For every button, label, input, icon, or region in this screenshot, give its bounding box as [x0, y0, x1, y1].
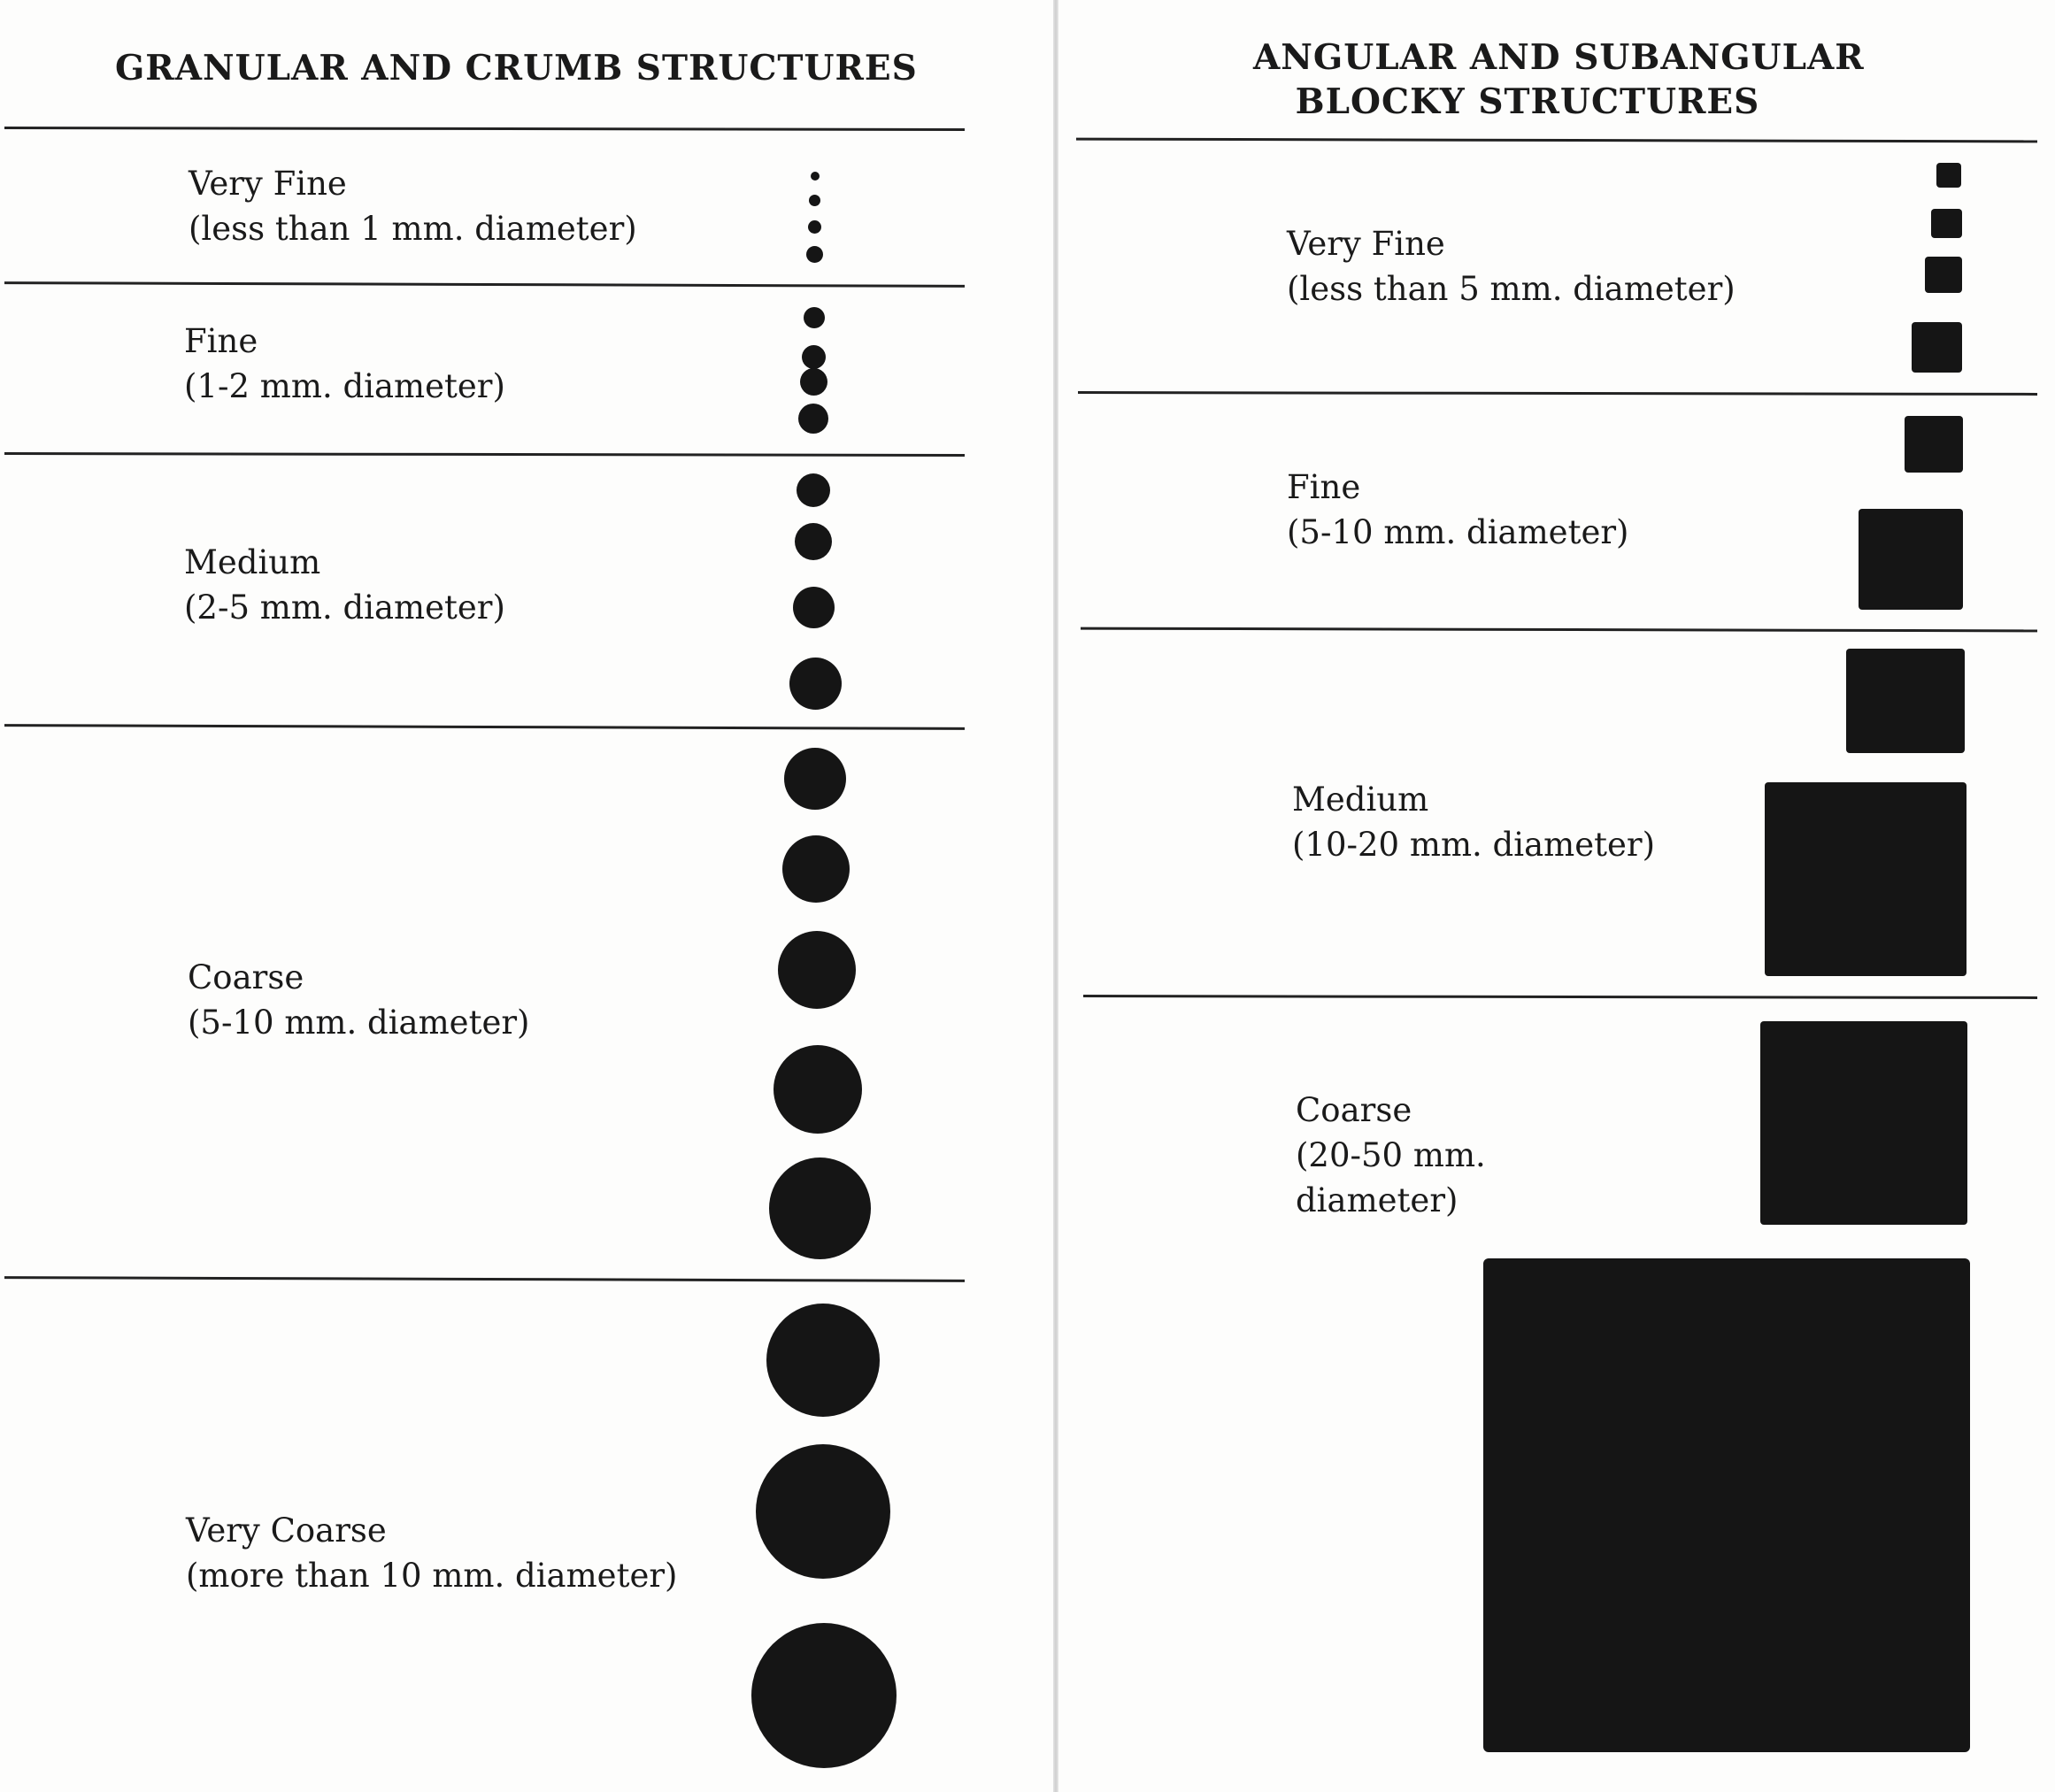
blocky-title-line1: ANGULAR AND SUBANGULAR: [1253, 37, 1865, 78]
divider-rule: [4, 127, 965, 131]
granule-dot: [784, 748, 846, 810]
granule-dot: [778, 931, 856, 1009]
granule-dot: [795, 523, 832, 560]
class-range: (10-20 mm. diameter): [1292, 826, 1655, 864]
class-range-line2: diameter): [1296, 1181, 1459, 1219]
divider-rule: [4, 1276, 965, 1282]
granule-dot: [751, 1623, 897, 1768]
blocky-ped-square: [1912, 322, 1962, 373]
class-name: Coarse: [1296, 1091, 1412, 1129]
right-page-blocky: [1058, 0, 2055, 1792]
granule-dot: [756, 1444, 890, 1579]
granule-dot: [804, 307, 825, 328]
granular-very-coarse-label: [186, 1508, 677, 1598]
blocky-ped-square: [1846, 649, 1965, 753]
blocky-medium-label: [1292, 777, 1655, 867]
class-name: Very Fine: [189, 165, 347, 203]
granule-dot: [766, 1304, 880, 1417]
class-range: (5-10 mm. diameter): [1287, 513, 1629, 551]
granular-very-fine-label: [189, 161, 637, 251]
divider-rule: [1076, 138, 2037, 143]
class-name: Coarse: [188, 958, 304, 996]
granule-dot: [809, 195, 820, 206]
class-name: Medium: [1292, 781, 1429, 819]
blocky-ped-square: [1483, 1258, 1970, 1752]
granular-medium-label: [184, 540, 505, 630]
granular-fine-label: [184, 319, 505, 409]
blocky-ped-square: [1925, 257, 1962, 293]
class-name: Very Coarse: [186, 1511, 387, 1550]
blocky-ped-square: [1859, 509, 1963, 610]
blocky-coarse-label: [1296, 1088, 1486, 1223]
class-range: (5-10 mm. diameter): [188, 1004, 530, 1042]
granule-dot: [789, 658, 842, 710]
class-range: (more than 10 mm. diameter): [186, 1557, 678, 1595]
divider-rule: [1078, 391, 2037, 396]
class-name: Fine: [184, 322, 258, 360]
granule-dot: [769, 1157, 871, 1259]
class-range-line1: (20-50 mm.: [1296, 1136, 1486, 1174]
blocky-very-fine-label: [1287, 221, 1736, 311]
granule-dot: [802, 345, 826, 369]
granule-dot: [798, 404, 828, 434]
granule-dot: [806, 246, 823, 263]
class-range: (less than 1 mm. diameter): [189, 210, 637, 248]
class-range: (2-5 mm. diameter): [184, 588, 505, 627]
granular-coarse-label: [188, 955, 529, 1045]
granule-dot: [797, 473, 830, 507]
class-name: Fine: [1287, 468, 1361, 506]
granule-dot: [811, 172, 820, 181]
divider-rule: [1081, 627, 2037, 633]
blocky-ped-square: [1760, 1021, 1967, 1225]
divider-rule: [4, 724, 965, 730]
class-name: Medium: [184, 543, 321, 581]
granular-title: GRANULAR AND CRUMB STRUCTURES: [115, 48, 918, 88]
blocky-ped-square: [1905, 416, 1963, 473]
class-range: (1-2 mm. diameter): [184, 367, 505, 405]
blocky-ped-square: [1931, 209, 1962, 238]
divider-rule: [1083, 995, 2037, 999]
blocky-title-line2: BLOCKY STRUCTURES: [1295, 81, 1760, 122]
granule-dot: [793, 587, 835, 628]
blocky-fine-label: [1287, 465, 1628, 555]
granule-dot: [800, 368, 827, 396]
blocky-ped-square: [1936, 163, 1961, 188]
class-range: (less than 5 mm. diameter): [1287, 270, 1736, 308]
divider-rule: [4, 281, 965, 288]
granule-dot: [774, 1045, 862, 1134]
granule-dot: [782, 835, 850, 903]
divider-rule: [4, 452, 965, 457]
class-name: Very Fine: [1287, 225, 1445, 263]
granule-dot: [808, 220, 821, 234]
blocky-ped-square: [1765, 782, 1966, 976]
